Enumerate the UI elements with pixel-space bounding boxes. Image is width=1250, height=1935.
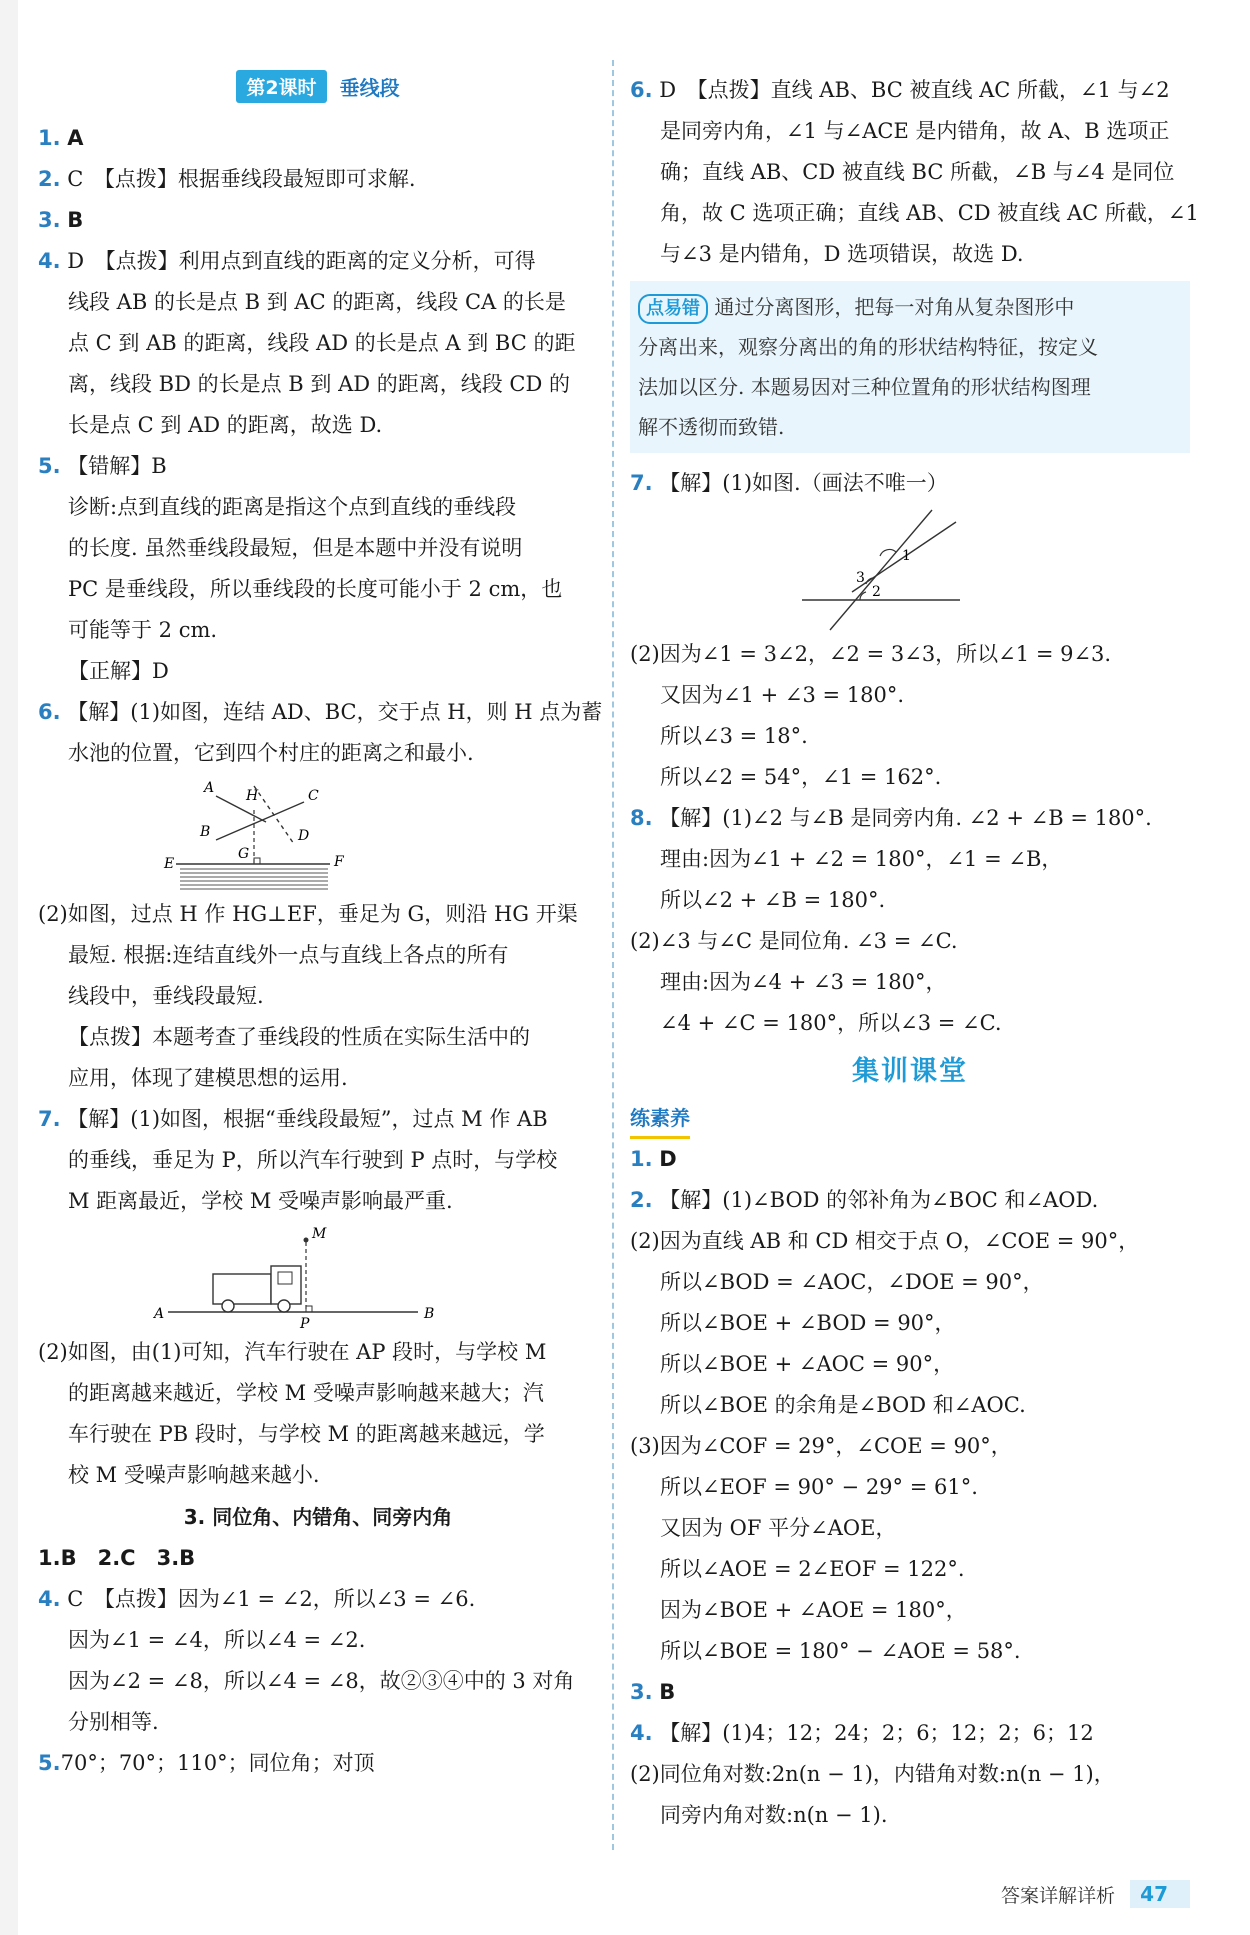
fig6-label-B: B bbox=[200, 824, 211, 840]
fig6-label-C: C bbox=[308, 788, 319, 804]
footer-text: 答案详解详析 bbox=[1001, 1884, 1116, 1907]
truck-diagram bbox=[38, 1222, 598, 1332]
lesson-header bbox=[38, 70, 598, 114]
page-edge bbox=[0, 0, 18, 1935]
fig6-label-F: F bbox=[334, 854, 344, 870]
fig7-label-A: A bbox=[154, 1306, 165, 1322]
truck-figure bbox=[38, 1222, 598, 1332]
answer-5: 5. 【错解】B 诊断:点到直线的距离是指这个点到直线的垂线段 的长度. 虽然垂线段最短，但是本题中并没有说明 PC 是垂线段，所以垂线段的长度可能小于 2 cm，也 可能等于 2 cm. 【正解】D bbox=[38, 454, 563, 683]
lesson-badge: 第2课时 bbox=[236, 70, 326, 103]
angles-figure bbox=[630, 504, 1190, 634]
column-divider bbox=[612, 60, 614, 1850]
answer-2: 2. C 【点拨】根据垂线段最短即可求解. bbox=[38, 167, 416, 191]
warning-box: 点易错 通过分离图形，把每一对角从复杂图形中 分离出来，观察分离出的角的形状结构特征，按定义 法加以区分. 本题易因对三种位置角的形状结构图理 解不透彻而致错. bbox=[630, 281, 1190, 453]
warning-badge: 点易错 bbox=[638, 294, 708, 324]
fig6-label-E: E bbox=[164, 856, 175, 872]
section-3-answers-1-3: 1.B 2.C 3.B bbox=[38, 1546, 196, 1570]
answer-1: 1. A bbox=[38, 126, 84, 150]
fig-r7-label-3: 3 bbox=[856, 570, 865, 586]
section-3-answer-4: 4. C 【点拨】因为∠1 = ∠2，所以∠3 = ∠6. 因为∠1 = ∠4，所以∠4 = ∠2. 因为∠2 = ∠8，所以∠4 = ∠8，故②③④中的 3 对角 分别相等. bbox=[38, 1587, 575, 1734]
canal-figure bbox=[38, 774, 598, 894]
practice-answer-3: 3. B bbox=[630, 1680, 676, 1704]
sub-title: 练素养 bbox=[630, 1100, 690, 1139]
page-footer bbox=[1001, 1880, 1190, 1914]
practice-answer-1: 1. D bbox=[630, 1147, 677, 1171]
page-number: 47 bbox=[1130, 1880, 1190, 1908]
lesson-name: 垂线段 bbox=[339, 76, 400, 100]
answer-7: 7. 【解】(1)如图，根据“垂线段最短”，过点 M 作 AB 的垂线，垂足为 P，所以汽车行驶到 P 点时，与学校 M 距离最近，学校 M 受噪声影响最严重. M A P B (2)如图，由(1)可知，汽车行驶在 AP 段时，与学校 M 的距离越来越近，学校 M 受噪声影响越来越大；汽 车行驶在 PB 段时，与学校 M 的距离越来越远，学 校 M 受噪声影响越来越小. bbox=[38, 1099, 598, 1496]
answer-3: 3. B bbox=[38, 208, 84, 232]
section-3-answer-5: 5.70°；70°；110°；同位角；对顶 bbox=[38, 1751, 375, 1775]
fig6-label-G: G bbox=[238, 846, 250, 862]
fig7-label-P: P bbox=[300, 1316, 310, 1332]
sub-title-wrap bbox=[630, 1100, 1190, 1139]
angles-diagram bbox=[630, 504, 1190, 634]
fig-r7-label-1: 1 bbox=[902, 548, 911, 564]
answer-8-right: 8. 【解】(1)∠2 与∠B 是同旁内角. ∠2 + ∠B = 180°. 理由:因为∠1 + ∠2 = 180°，∠1 = ∠B， 所以∠2 + ∠B = 180°. (2)∠3 与∠C 是同位角. ∠3 = ∠C. 理由:因为∠4 + ∠3 = 180°， ∠4 + ∠C = 180°，所以∠3 = ∠C. bbox=[630, 806, 1152, 1035]
right-column bbox=[630, 70, 1199, 1836]
section-3-title: 3. 同位角、内错角、同旁内角 bbox=[183, 1505, 453, 1529]
fig6-label-D: D bbox=[298, 828, 310, 844]
left-column bbox=[38, 70, 603, 1784]
fig7-label-B: B bbox=[424, 1306, 435, 1322]
answer-6: 6. 【解】(1)如图，连结 AD、BC，交于点 H，则 H 点为蓄 水池的位置，它到四个村庄的距离之和最小. A H C B D E G F (2)如图，过点 H 作 HG⊥EF，垂足为 G，则沿 HG 开渠 最短. 根据:连结直线外一点与直线上各点的所有 线段中，垂线段最短. 【点拨】本题考查了垂线段的性质在实际生活中的 应用，体现了建模思想的运用. bbox=[38, 700, 603, 1090]
fig7-label-M: M bbox=[312, 1226, 327, 1242]
section-big-title: 集训课堂 bbox=[852, 1056, 968, 1087]
practice-answer-4: 4. 【解】(1)4；12；24；2；6；12；2；6；12 (2)同位角对数:2n(n − 1)，内错角对数:n(n − 1)， 同旁内角对数:n(n − 1). bbox=[630, 1721, 1115, 1827]
answer-7-right: 7. 【解】(1)如图.（画法不唯一） 1 3 2 (2)因为∠1 = 3∠2，∠2 = 3∠3，所以∠1 = 9∠3. 又因为∠1 + ∠3 = 180°. 所以∠3 = 18°. 所以∠2 = 54°，∠1 = 162°. bbox=[630, 463, 1190, 798]
fig6-label-A: A bbox=[204, 780, 215, 796]
practice-answer-2: 2. 【解】(1)∠BOD 的邻补角为∠BOC 和∠AOD. (2)因为直线 AB 和 CD 相交于点 O，∠COE = 90°， 所以∠BOD = ∠AOC，∠DOE = 90°， 所以∠BOE + ∠BOD = 90°， 所以∠BOE + ∠AOC = 90°， 所以∠BOE 的余角是∠BOD 和∠AOC. (3)因为∠COF = 29°，∠COE = 90°， 所以∠EOF = 90° − 29° = 61°. 又因为 OF 平分∠AOE， 所以∠AOE = 2∠EOF = 122°. 因为∠BOE + ∠AOE = 180°， 所以∠BOE = 180° − ∠AOE = 58°. bbox=[630, 1188, 1140, 1663]
answer-6-right: 6. D 【点拨】直线 AB、BC 被直线 AC 所截，∠1 与∠2 是同旁内角，∠1 与∠ACE 是内错角，故 A、B 选项正 确；直线 AB、CD 被直线 BC 所截，∠B 与∠4 是同位 角，故 C 选项正确；直线 AB、CD 被直线 AC 所截，∠1 与∠3 是内错角，D 选项错误，故选 D. bbox=[630, 78, 1199, 266]
fig6-label-H: H bbox=[246, 788, 259, 804]
canal-diagram bbox=[38, 774, 598, 894]
fig-r7-label-2: 2 bbox=[872, 584, 881, 600]
answer-4: 4. D 【点拨】利用点到直线的距离的定义分析，可得 线段 AB 的长是点 B 到 AC 的距离，线段 CA 的长是 点 C 到 AB 的距离，线段 AD 的长是点 A 到 BC 的距 离，线段 BD 的长是点 B 到 AD 的距离，线段 CD 的 长是点 C 到 AD 的距离，故选 D. bbox=[38, 249, 576, 437]
